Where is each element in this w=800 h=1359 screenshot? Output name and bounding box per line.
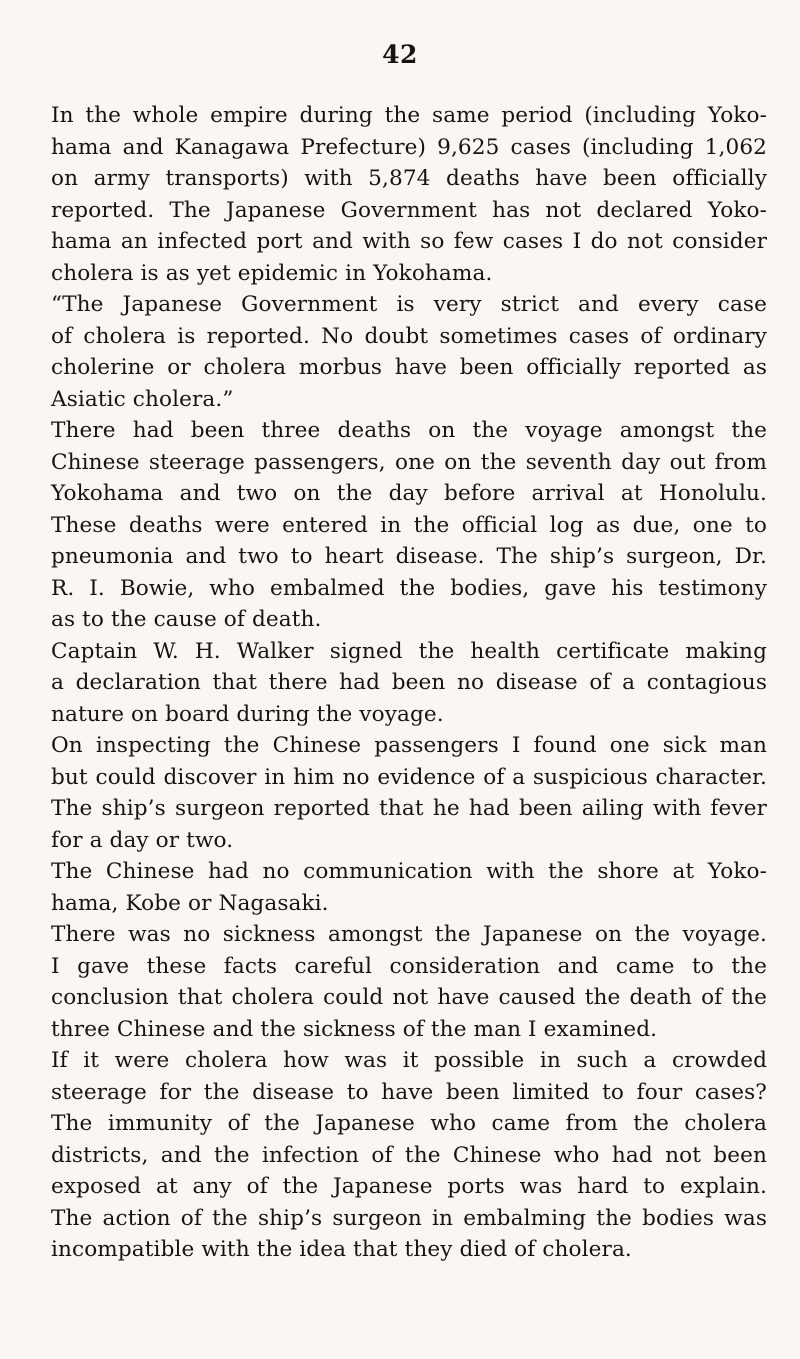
- text-line: three Chinese and the sickness of the man I examined.: [51, 1016, 658, 1042]
- text-line: Yokohama and two on the day before arrival at Honolulu.: [51, 481, 767, 506]
- text-line: cholera is as yet epidemic in Yokohama.: [51, 260, 493, 286]
- text-line: cholerine or cholera morbus have been officially reported as: [51, 355, 767, 380]
- text-line: The action of the ship’s surgeon in embalming the bodies was: [51, 1205, 767, 1231]
- text-line: incompatible with the idea that they died of cholera.: [51, 1237, 632, 1262]
- page-number: 42: [382, 40, 418, 69]
- text-line: In the whole empire during the same period (including Yoko-: [51, 103, 767, 128]
- text-line: a declaration that there had been no disease of a contagious: [51, 670, 767, 695]
- text-line: steerage for the disease to have been limited to four cases?: [51, 1079, 767, 1105]
- body-text: [51, 100, 767, 1266]
- text-line: Captain W. H. Walker signed the health certificate making: [51, 638, 767, 664]
- text-line: The Chinese had no communication with the shore at Yoko-: [51, 859, 767, 884]
- text-line: reported. The Japanese Government has not declared Yoko-: [51, 197, 767, 223]
- text-line: as to the cause of death.: [51, 607, 322, 632]
- text-line: hama an infected port and with so few cases I do not consider: [51, 229, 767, 254]
- text-line: conclusion that cholera could not have caused the death of the: [51, 985, 767, 1010]
- text-line: These deaths were entered in the official log as due, one to: [51, 512, 767, 538]
- text-line: If it were cholera how was it possible in such a crowded: [51, 1048, 767, 1073]
- text-line: There had been three deaths on the voyage amongst the: [51, 418, 767, 443]
- text-line: on army transports) with 5,874 deaths have been officially: [51, 166, 767, 191]
- text-line: for a day or two.: [51, 827, 234, 853]
- text-line: nature on board during the voyage.: [51, 701, 444, 727]
- text-line: pneumonia and two to heart disease. The ship’s surgeon, Dr.: [51, 544, 767, 569]
- text-line: Asiatic cholera.”: [51, 386, 234, 412]
- text-line: “The Japanese Government is very strict and every case: [51, 292, 767, 317]
- text-line: of cholera is reported. No doubt sometimes cases of ordinary: [51, 323, 767, 349]
- text-line: The immunity of the Japanese who came from the cholera: [51, 1111, 767, 1136]
- text-line: The ship’s surgeon reported that he had been ailing with fever: [51, 796, 767, 821]
- text-line: districts, and the infection of the Chinese who had not been: [51, 1142, 767, 1168]
- text-line: On inspecting the Chinese passengers I found one sick man: [51, 733, 767, 758]
- text-line: R. I. Bowie, who embalmed the bodies, gave his testimony: [51, 575, 767, 601]
- text-line: Chinese steerage passengers, one on the seventh day out from: [51, 449, 767, 475]
- text-line: There was no sickness amongst the Japanese on the voyage.: [51, 922, 767, 947]
- text-line: hama and Kanagawa Prefecture) 9,625 cases (including 1,062: [51, 134, 767, 160]
- text-line: I gave these facts careful consideration and came to the: [51, 953, 767, 979]
- text-line: exposed at any of the Japanese ports was hard to explain.: [51, 1174, 767, 1199]
- text-line: hama, Kobe or Nagasaki.: [51, 890, 329, 916]
- text-line: but could discover in him no evidence of a suspicious character.: [51, 764, 767, 790]
